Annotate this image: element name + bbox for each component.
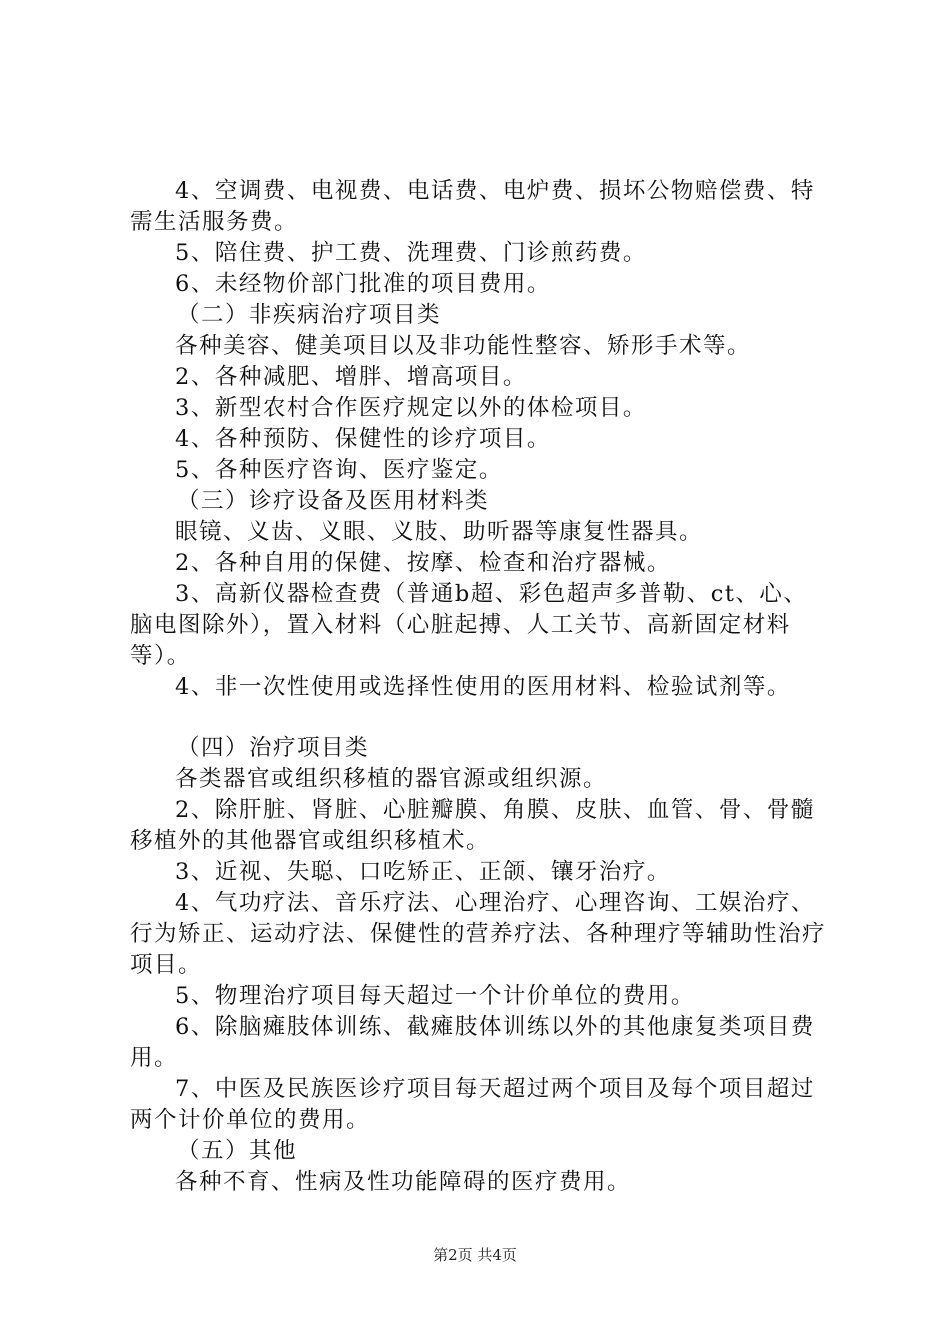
paragraph: 5、陪住费、护工费、洗理费、门诊煎药费。 (175, 240, 647, 266)
paragraph: 各种不育、性病及性功能障碍的医疗费用。 (175, 1169, 632, 1195)
paragraph: 4、空调费、电视费、电话费、电炉费、损坏公物赔偿费、特需生活服务费。 (130, 178, 815, 235)
paragraph: 各种美容、健美项目以及非功能性整容、矫形手术等。 (175, 333, 752, 359)
paragraph: 4、气功疗法、音乐疗法、心理治疗、心理咨询、工娱治疗、行为矫正、运动疗法、保健性的营养疗法、各种理疗等辅助性治疗项目。 (130, 890, 827, 978)
paragraph: 3、高新仪器检查费（普通b超、彩色超声多普勒、ct、心、脑电图除外），置入材料（心脏起搏、人工关节、高新固定材料等）。 (130, 581, 808, 669)
page-number-footer: 第2页 共4页 (433, 1246, 517, 1264)
paragraph: 3、新型农村合作医疗规定以外的体检项目。 (175, 395, 647, 421)
paragraph: 6、除脑瘫肢体训练、截瘫肢体训练以外的其他康复类项目费用。 (130, 1014, 815, 1071)
paragraph: 6、未经物价部门批准的项目费用。 (175, 271, 551, 297)
paragraph: 眼镜、义齿、义眼、义肢、助听器等康复性器具。 (175, 519, 704, 545)
paragraph: 3、近视、失聪、口吃矫正、正颌、镶牙治疗。 (175, 859, 671, 885)
paragraph: 2、各种自用的保健、按摩、检查和治疗器械。 (175, 550, 671, 576)
paragraph: 5、各种医疗咨询、医疗鉴定。 (175, 457, 503, 483)
paragraph: 4、各种预防、保健性的诊疗项目。 (175, 426, 551, 452)
paragraph: 5、物理治疗项目每天超过一个计价单位的费用。 (175, 983, 695, 1009)
section-heading: （二）非疾病治疗项目类 (177, 302, 442, 328)
paragraph: 4、非一次性使用或选择性使用的医用材料、检验试剂等。 (175, 674, 791, 700)
document-body (130, 176, 830, 1198)
section-heading: （三）诊疗设备及医用材料类 (177, 488, 490, 514)
paragraph: 7、中医及民族医诊疗项目每天超过两个项目及每个项目超过两个计价单位的费用。 (130, 1076, 815, 1133)
section-heading: （四）治疗项目类 (177, 735, 370, 761)
paragraph: 2、各种减肥、增胖、增高项目。 (175, 364, 527, 390)
section-heading: （五）其他 (177, 1138, 298, 1164)
paragraph-spacer (130, 703, 830, 733)
paragraph: 各类器官或组织移植的器官源或组织源。 (175, 766, 608, 792)
paragraph: 2、除肝脏、肾脏、心脏瓣膜、角膜、皮肤、血管、骨、骨髓移植外的其他器官或组织移植术。 (130, 797, 815, 854)
